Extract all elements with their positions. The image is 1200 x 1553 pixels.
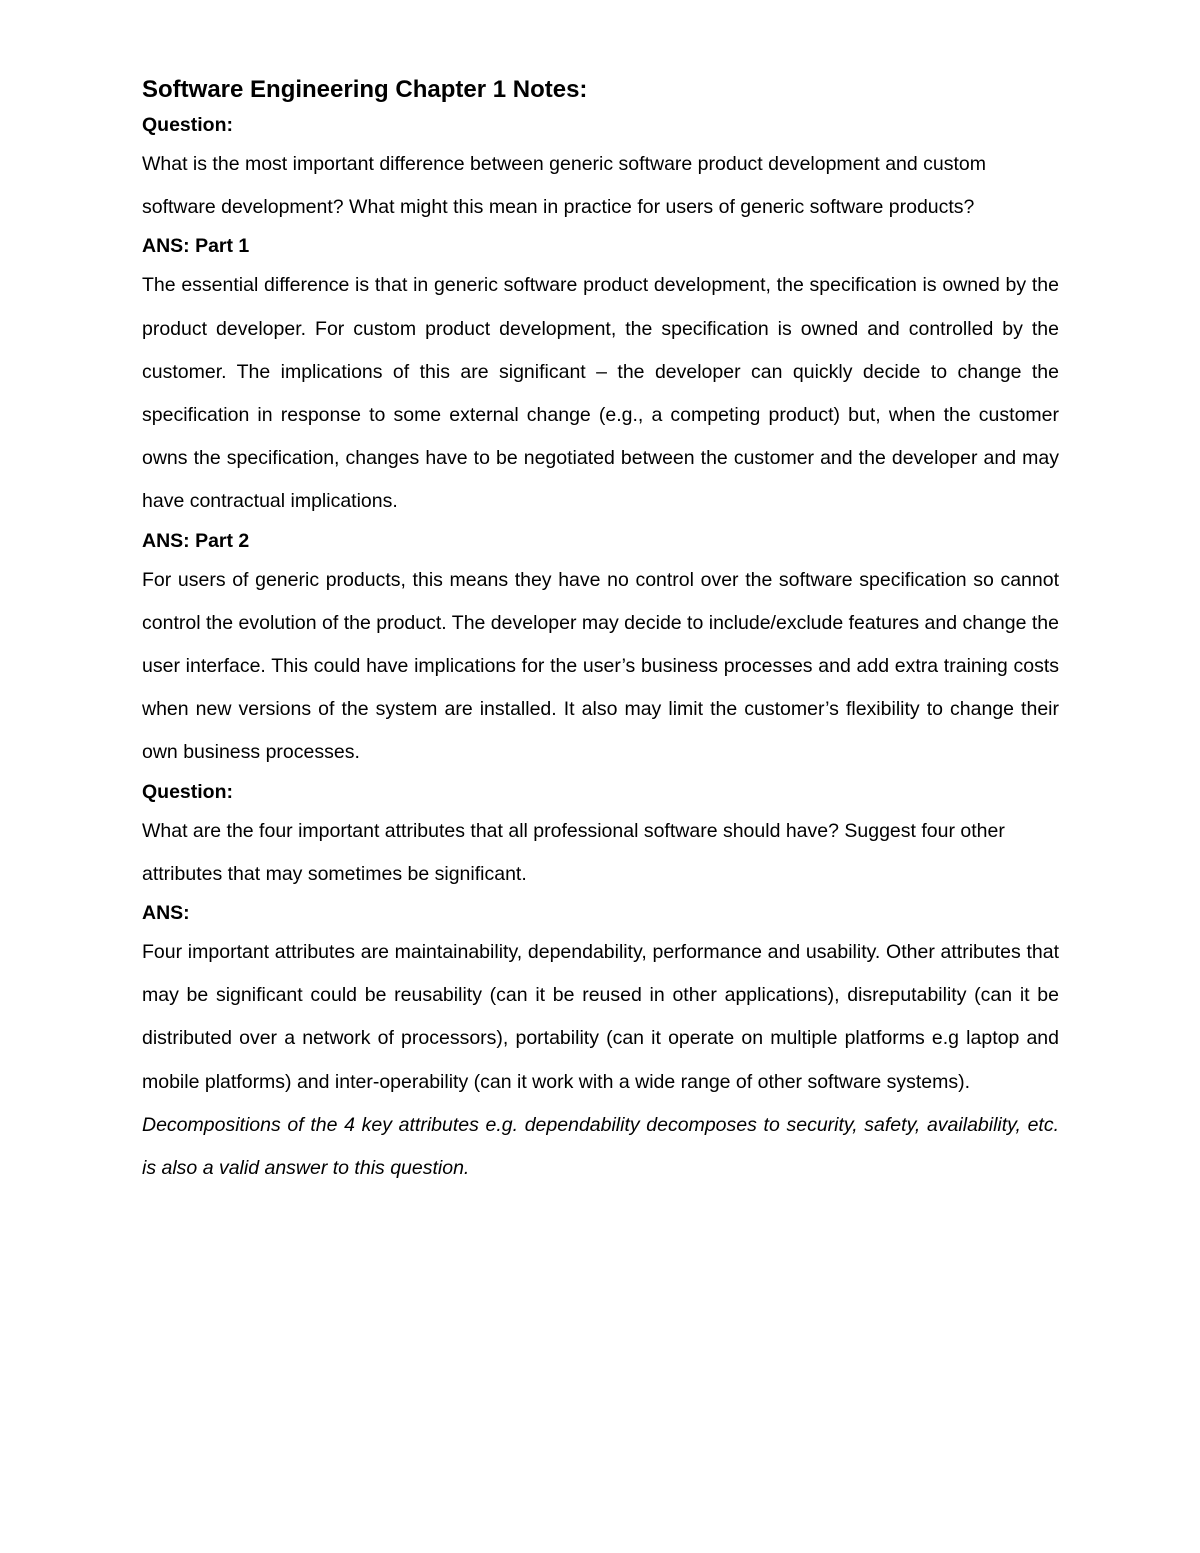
answer-1-part-1-text: The essential difference is that in generic software product development, the specification is owned by the product developer. For custom product development, the specification is owned and controlled by the customer. The implications of this are significant – the developer can quickly decide to change the specification in response to some external change (e.g., a competing product) but, when the customer owns the specification, changes have to be negotiated between the customer and the developer and may have contractual implications. <box>142 274 1059 513</box>
answer-2-label: ANS: <box>142 902 190 925</box>
question-2-text: What are the four important attributes that all professional software should have? Suggest four other attributes that may sometimes be significant. <box>142 819 1005 885</box>
document-page <box>142 72 1059 1190</box>
answer-2-note: Decompositions of the 4 key attributes e.g. dependability decomposes to security, safety, availability, etc. is also a valid answer to this question. <box>142 1113 1059 1180</box>
document-title: Software Engineering Chapter 1 Notes: <box>142 76 588 103</box>
question-1-label: Question: <box>142 114 233 136</box>
question-1-text: What is the most important difference between generic software product development and custom software development? What might this mean in practice for users of generic software products? <box>142 153 987 219</box>
answer-2-text: Four important attributes are maintainability, dependability, performance and usability. Other attributes that may be significant could be reusability (can it be reused in other applications), disreputability (can it be distributed over a network of processors), portability (can it operate on multiple platforms e.g laptop and mobile platforms) and inter-operability (can it work with a wide range of other software systems). <box>142 941 1059 1093</box>
answer-1-part-2-label: ANS: Part 2 <box>142 529 250 552</box>
answer-1-part-2-text: For users of generic products, this means they have no control over the software specification so cannot control the evolution of the product. The developer may decide to include/exclude features and change the user interface. This could have implications for the user’s business processes and add extra training costs when new versions of the system are installed. It also may limit the customer’s flexibility to change their own business processes. <box>142 568 1059 764</box>
answer-1-part-1-label: ANS: Part 1 <box>142 235 250 258</box>
question-2-label: Question: <box>142 780 233 803</box>
